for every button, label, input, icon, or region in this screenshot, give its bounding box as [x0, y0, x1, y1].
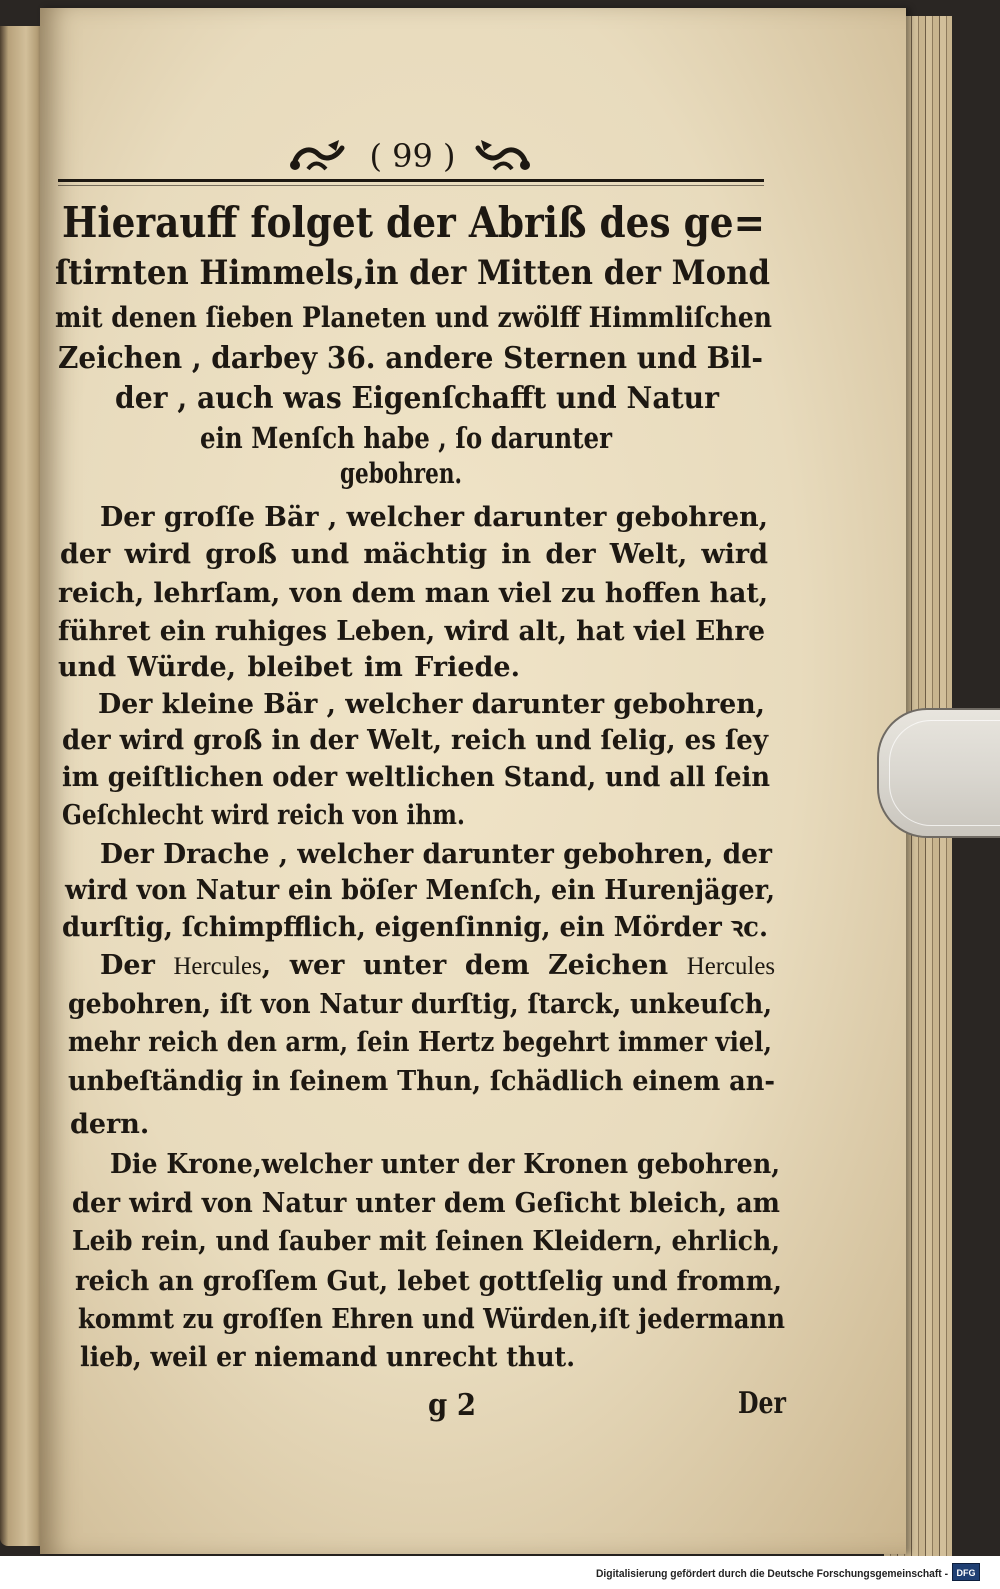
line-text: Geſchlecht wird reich von ihm.	[62, 800, 465, 831]
text-line	[62, 908, 768, 948]
antiqua-word: Hercules	[686, 953, 775, 980]
title-line	[340, 455, 462, 493]
header-rule-thin	[58, 185, 764, 186]
line-text: Der	[738, 1386, 786, 1421]
dfg-logo: DFG	[952, 1563, 980, 1581]
title-line	[55, 250, 770, 296]
text-line	[70, 1105, 150, 1145]
line-text: der wird groß und mächtig in der Welt, wird	[60, 539, 768, 570]
line-text: dern.	[70, 1109, 150, 1140]
line-text: und Würde, bleibet im Friede.	[58, 652, 520, 683]
text-line	[75, 1262, 782, 1302]
line-text: Leib rein, und ſauber mit ſeinen Kleidern, ehrlich,	[72, 1226, 780, 1257]
line-text: unbeſtändig in ſeinem Thun, ſchädlich einem an-	[68, 1066, 775, 1097]
header-rule	[58, 179, 764, 182]
title-line	[200, 418, 612, 458]
line-text	[100, 946, 775, 987]
line-text: Der kleine Bär , welcher darunter gebohren,	[98, 689, 765, 720]
line-text: g 2	[428, 1388, 476, 1423]
line-text: Hierauff folget der Abriß des ge=	[62, 198, 765, 247]
text-line	[78, 1300, 785, 1340]
title-line	[62, 196, 765, 250]
text-line	[65, 871, 775, 911]
line-text: Zeichen , darbey 36. andere Sternen und Bil-	[58, 341, 763, 376]
text-line	[62, 796, 465, 836]
line-text: der , auch was Eigenſchafft und Natur	[115, 381, 719, 416]
credit-text	[596, 1566, 948, 1582]
line-text: wird von Natur ein böſer Menſch, ein Hurenjäger,	[65, 875, 775, 906]
text-line	[58, 648, 520, 688]
text-line	[100, 498, 768, 538]
line-text: Die Krone,welcher unter der Kronen gebohren,	[110, 1149, 780, 1180]
line-text: ein Menſch habe , ſo darunter	[200, 421, 612, 455]
text-line	[98, 685, 765, 725]
line-text: reich, lehrſam, von dem man viel zu hoffen hat,	[58, 578, 768, 609]
text-line	[80, 1338, 575, 1378]
line-text: der wird groß in der Welt, reich und ſelig, es ſey	[62, 725, 768, 756]
title-line	[55, 298, 772, 338]
text-line	[68, 1062, 775, 1102]
text-line	[100, 835, 772, 875]
text-line	[60, 535, 768, 575]
text-line	[68, 1023, 772, 1063]
line-text: gebohren, iſt von Natur durſtig, ſtarck, unkeuſch,	[68, 989, 772, 1020]
credit-label: Digitalisierung gefördert durch die Deutsche Forschungsgemeinschaft -	[596, 1568, 948, 1580]
line-text: im geiſtlichen oder weltlichen Stand, und all ſein	[62, 762, 770, 793]
text-line	[72, 1222, 780, 1262]
title-line	[58, 338, 763, 380]
line-text: ſtirnten Himmels,in der Mitten der Mond	[55, 253, 770, 293]
text-line	[100, 946, 775, 986]
text-line	[62, 721, 768, 761]
line-text: kommt zu groſſen Ehren und Würden,iſt jedermann	[78, 1304, 785, 1335]
line-text: gebohren.	[340, 457, 462, 490]
text-line	[58, 574, 768, 614]
antiqua-word: Hercules	[173, 953, 262, 980]
line-text: reich an groſſem Gut, lebet gottſelig und fromm,	[75, 1266, 782, 1297]
line-text: lieb, weil er niemand unrecht thut.	[80, 1342, 575, 1373]
line-segment: , wer unter dem Zeichen	[261, 950, 687, 981]
title-line	[115, 378, 719, 420]
line-text: Der groſſe Bär , welcher darunter gebohren,	[100, 502, 768, 533]
line-text: durſtig, ſchimpfflich, eigenſinnig, ein Mörder ꝛc.	[62, 912, 768, 943]
text-line	[68, 985, 772, 1025]
text-line	[58, 612, 765, 652]
line-text: mit denen ſieben Planeten und zwölff Himmliſchen	[55, 301, 772, 334]
line-text: führet ein ruhiges Leben, wird alt, hat viel Ehre	[58, 616, 765, 647]
footer-signature	[428, 1386, 476, 1426]
fleuron-left-icon	[288, 138, 346, 174]
page-number: ( 99 )	[369, 137, 456, 175]
text-line	[110, 1145, 780, 1185]
line-segment: Der	[100, 950, 174, 981]
line-text: Der Drache , welcher darunter gebohren, der	[100, 839, 772, 870]
archive-tab	[877, 708, 1000, 838]
line-text: mehr reich den arm, ſein Hertz begehrt immer viel,	[68, 1027, 772, 1058]
fleuron-right-icon	[474, 138, 532, 174]
line-text: der wird von Natur unter dem Geſicht bleich, am	[72, 1188, 780, 1219]
text-line	[62, 758, 770, 798]
catchword	[738, 1384, 786, 1424]
text-line	[72, 1184, 780, 1224]
